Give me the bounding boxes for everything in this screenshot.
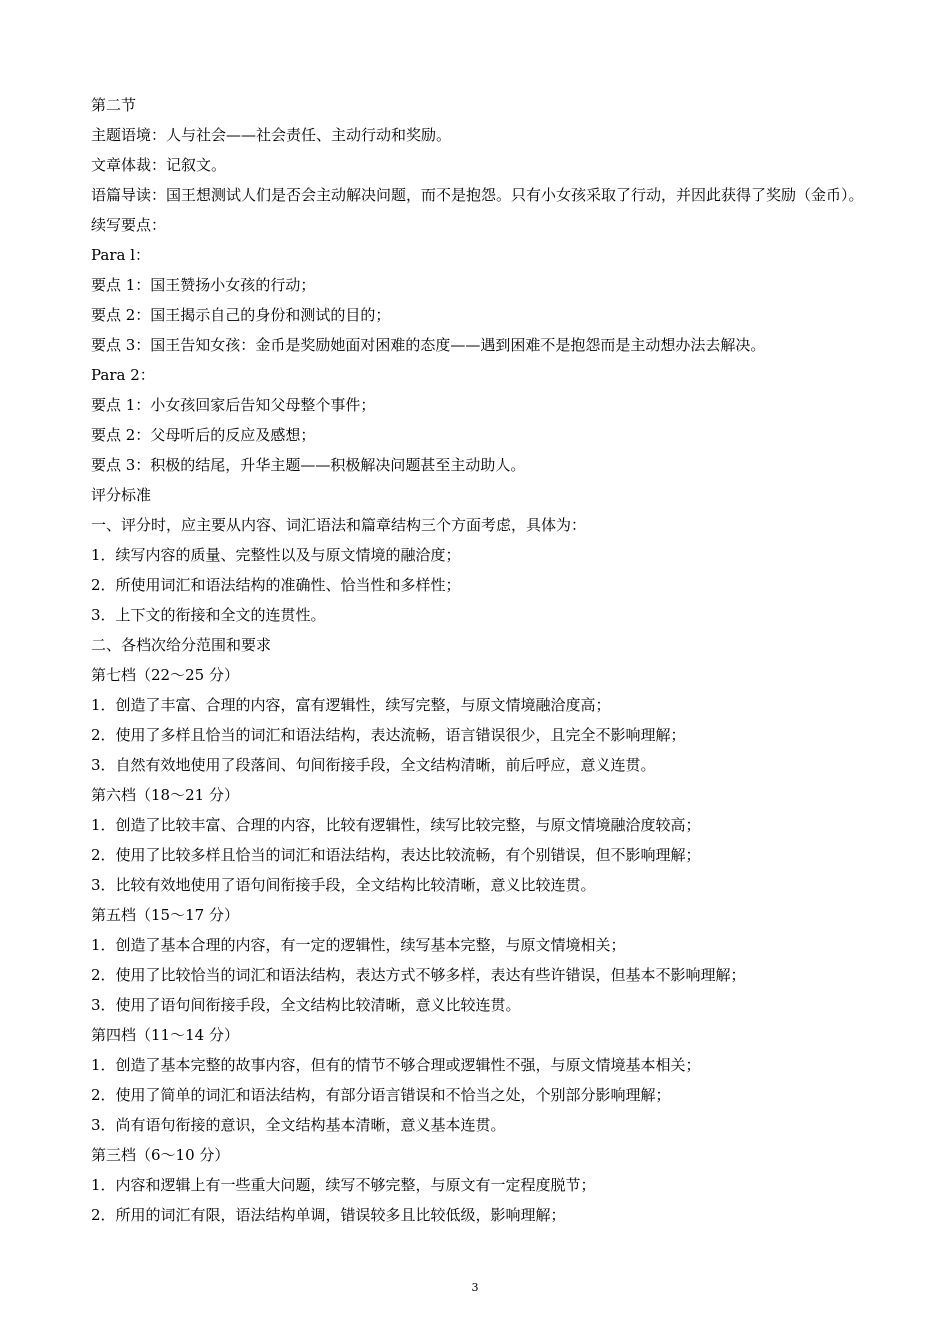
continuation-points-heading: 续写要点： bbox=[91, 216, 167, 234]
grade-5-item: 3．使用了语句间衔接手段，全文结构比较清晰，意义比较连贯。 bbox=[91, 996, 521, 1014]
criteria-item: 2．所使用词汇和语法结构的准确性、恰当性和多样性； bbox=[91, 576, 461, 594]
scoring-criteria-heading: 评分标准 bbox=[91, 486, 152, 504]
grade-5-item: 2．使用了比较恰当的词汇和语法结构，表达方式不够多样，表达有些许错误，但基本不影响理解； bbox=[91, 966, 746, 984]
para1-point-3: 要点 3：国王告知女孩：金币是奖励她面对困难的态度——遇到困难不是抱怨而是主动想办法去解决。 bbox=[91, 336, 766, 354]
grade-6-item: 1．创造了比较丰富、合理的内容，比较有逻辑性，续写比较完整，与原文情境融洽度较高； bbox=[91, 816, 701, 834]
grade-7-item: 2．使用了多样且恰当的词汇和语法结构，表达流畅，语言错误很少，且完全不影响理解； bbox=[91, 726, 686, 744]
grade-7-item: 3．自然有效地使用了段落间、句间衔接手段，全文结构清晰，前后呼应，意义连贯。 bbox=[91, 756, 656, 774]
para1-heading: Para l： bbox=[91, 246, 151, 264]
page-number: 3 bbox=[471, 1281, 479, 1294]
grade-3-heading: 第三档（6～10 分） bbox=[91, 1146, 230, 1164]
para2-heading: Para 2： bbox=[91, 366, 155, 384]
passage-guide: 语篇导读：国王想测试人们是否会主动解决问题，而不是抱怨。只有小女孩采取了行动，并因此获得了奖励（金币）。 bbox=[91, 186, 864, 204]
criteria-item: 3．上下文的衔接和全文的连贯性。 bbox=[91, 606, 326, 624]
grade-7-heading: 第七档（22～25 分） bbox=[91, 666, 239, 684]
grade-4-item: 2．使用了简单的词汇和语法结构，有部分语言错误和不恰当之处，个别部分影响理解； bbox=[91, 1086, 671, 1104]
para2-point-3: 要点 3：积极的结尾，升华主题——积极解决问题甚至主动助人。 bbox=[91, 456, 526, 474]
criteria-section-1: 一、评分时，应主要从内容、词汇语法和篇章结构三个方面考虑，具体为： bbox=[91, 516, 587, 534]
grade-7-item: 1．创造了丰富、合理的内容，富有逻辑性，续写完整，与原文情境融洽度高； bbox=[91, 696, 611, 714]
grade-5-heading: 第五档（15～17 分） bbox=[91, 906, 239, 924]
grade-3-item: 1．内容和逻辑上有一些重大问题，续写不够完整，与原文有一定程度脱节； bbox=[91, 1176, 596, 1194]
para1-point-2: 要点 2：国王揭示自己的身份和测试的目的； bbox=[91, 306, 391, 324]
topic-context: 主题语境：人与社会——社会责任、主动行动和奖励。 bbox=[91, 126, 452, 144]
grade-6-item: 3．比较有效地使用了语句间衔接手段，全文结构比较清晰，意义比较连贯。 bbox=[91, 876, 596, 894]
grade-4-heading: 第四档（11～14 分） bbox=[91, 1026, 239, 1044]
section-heading: 第二节 bbox=[91, 96, 137, 114]
grade-3-item: 2．所用的词汇有限，语法结构单调，错误较多且比较低级，影响理解； bbox=[91, 1206, 566, 1224]
text-genre: 文章体裁：记叙文。 bbox=[91, 156, 227, 174]
grade-6-item: 2．使用了比较多样且恰当的词汇和语法结构，表达比较流畅，有个别错误，但不影响理解； bbox=[91, 846, 701, 864]
para1-point-1: 要点 1：国王赞扬小女孩的行动； bbox=[91, 276, 316, 294]
para2-point-1: 要点 1：小女孩回家后告知父母整个事件； bbox=[91, 396, 376, 414]
page-content bbox=[91, 90, 866, 1230]
criteria-section-2: 二、各档次给分范围和要求 bbox=[91, 636, 272, 654]
grade-4-item: 3．尚有语句衔接的意识，全文结构基本清晰，意义基本连贯。 bbox=[91, 1116, 506, 1134]
grade-6-heading: 第六档（18～21 分） bbox=[91, 786, 239, 804]
grade-5-item: 1．创造了基本合理的内容，有一定的逻辑性，续写基本完整，与原文情境相关； bbox=[91, 936, 626, 954]
criteria-item: 1．续写内容的质量、完整性以及与原文情境的融洽度； bbox=[91, 546, 461, 564]
grade-4-item: 1．创造了基本完整的故事内容，但有的情节不够合理或逻辑性不强，与原文情境基本相关； bbox=[91, 1056, 701, 1074]
para2-point-2: 要点 2：父母听后的反应及感想； bbox=[91, 426, 316, 444]
